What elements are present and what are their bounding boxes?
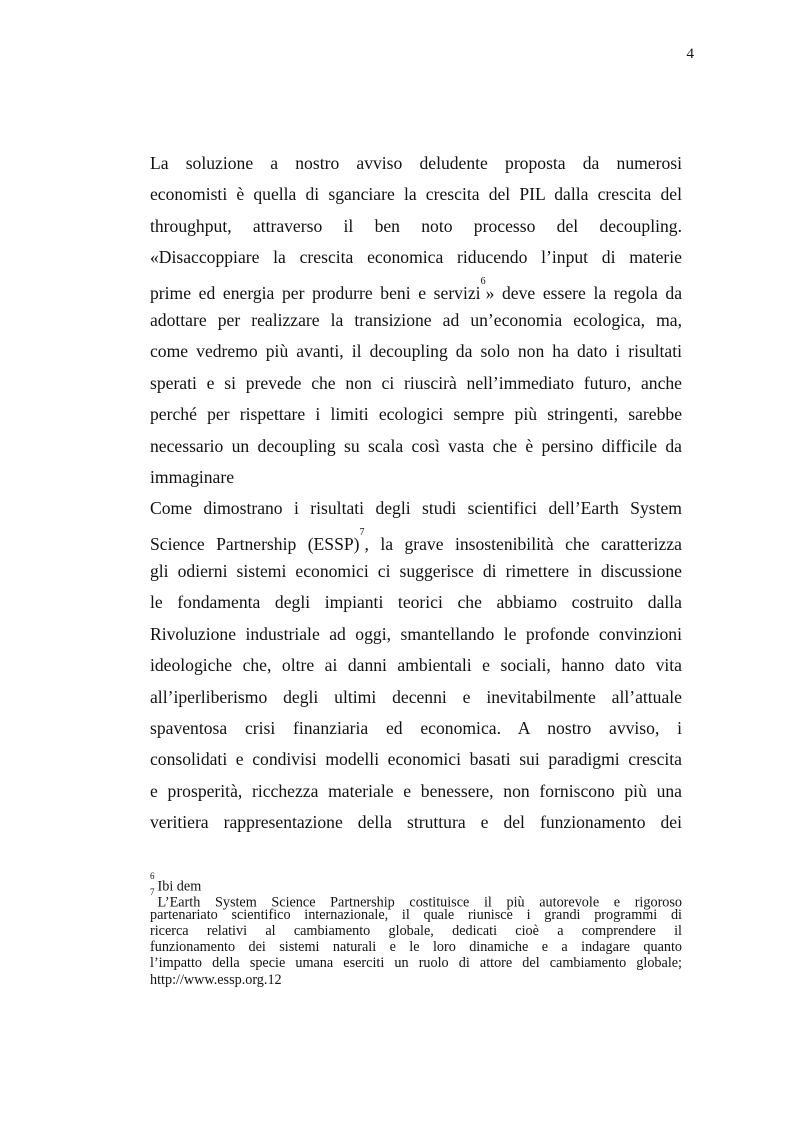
footnote-text-line: ricerca relativi al cambiamento globale, dedicati cioè a comprendere il [150, 922, 682, 939]
text-line: come vedremo più avanti, il decoupling da solo non ha dato i risultati [150, 341, 682, 362]
footnotes [150, 871, 682, 988]
text-line: throughput, attraverso il ben noto processo del decoupling. [150, 215, 682, 236]
footnote-number: 6 [150, 871, 155, 881]
footnote-6 [150, 871, 682, 895]
text-line: gli odierni sistemi economici ci suggerisce di rimettere in discussione [150, 561, 682, 582]
footnote-text-line: l’impatto della specie umana eserciti un ruolo di attore del cambiamento globale; [150, 955, 682, 972]
text-line: «Disaccoppiare la crescita economica riducendo l’input di materie [150, 247, 682, 268]
body-text [150, 148, 682, 839]
text-segment: , la grave insostenibilità che caratterizza [364, 533, 682, 554]
text-line: La soluzione a nostro avviso deludente proposta da numerosi [150, 153, 682, 173]
text-line: consolidati e condivisi modelli economici basati sui paradigmi crescita [150, 749, 682, 770]
text-segment: Science Partnership (ESSP) [150, 533, 360, 554]
page-number: 4 [686, 46, 694, 62]
text-line-with-footnote-7 [150, 525, 682, 556]
text-line-with-footnote-6 [150, 274, 682, 305]
footnote-ref-6[interactable]: 6 [480, 275, 486, 287]
text-line: sperati e si prevede che non ci riuscirà nell’immediato futuro, anche [150, 372, 682, 393]
text-line: necessario un decoupling su scala così vasta che è persino difficile da [150, 435, 682, 456]
text-line: Come dimostrano i risultati degli studi scientifici dell’Earth System [150, 498, 682, 519]
footnote-7 [150, 887, 682, 912]
text-line: spaventosa crisi finanziaria ed economica. A nostro avviso, i [150, 718, 682, 739]
text-line: ideologiche che, oltre ai danni ambientali e sociali, hanno dato vita [150, 655, 682, 676]
text-line: le fondamenta degli impianti teorici che abbiamo costruito dalla [150, 592, 682, 613]
text-line: Rivoluzione industriale ad oggi, smantellando le profonde convinzioni [150, 623, 682, 644]
text-segment: » deve essere la regola da [485, 282, 682, 303]
text-line: adottare per realizzare la transizione ad un’economia ecologica, ma, [150, 309, 682, 330]
footnote-text-line: partenariato scientifico internazionale, il quale riunisce i grandi programmi di [150, 906, 682, 923]
footnote-link[interactable]: http://www.essp.org.12 [150, 971, 282, 988]
footnote-text-line: funzionamento dei sistemi naturali e le loro dinamiche e a indagare quanto [150, 939, 682, 956]
text-line: perché per rispettare i limiti ecologici sempre più stringenti, sarebbe [150, 404, 682, 425]
footnote-text: L’Earth System Science Partnership costituisce il più autorevole e rigoroso [157, 895, 682, 912]
text-line: economisti è quella di sganciare la crescita del PIL dalla crescita del [150, 184, 682, 205]
text-line: e prosperità, ricchezza materiale e benessere, non forniscono più una [150, 780, 682, 801]
text-line: veritiera rappresentazione della struttura e del funzionamento dei [150, 812, 682, 833]
footnote-number: 7 [150, 887, 155, 898]
text-line: immaginare [150, 466, 235, 487]
footnote-ref-7[interactable]: 7 [359, 526, 365, 538]
text-segment: prime ed energia per produrre beni e servizi [150, 282, 481, 303]
text-line: all’iperliberismo degli ultimi decenni e inevitabilmente all’attuale [150, 686, 682, 707]
footnote-text: Ibi dem [157, 878, 202, 895]
